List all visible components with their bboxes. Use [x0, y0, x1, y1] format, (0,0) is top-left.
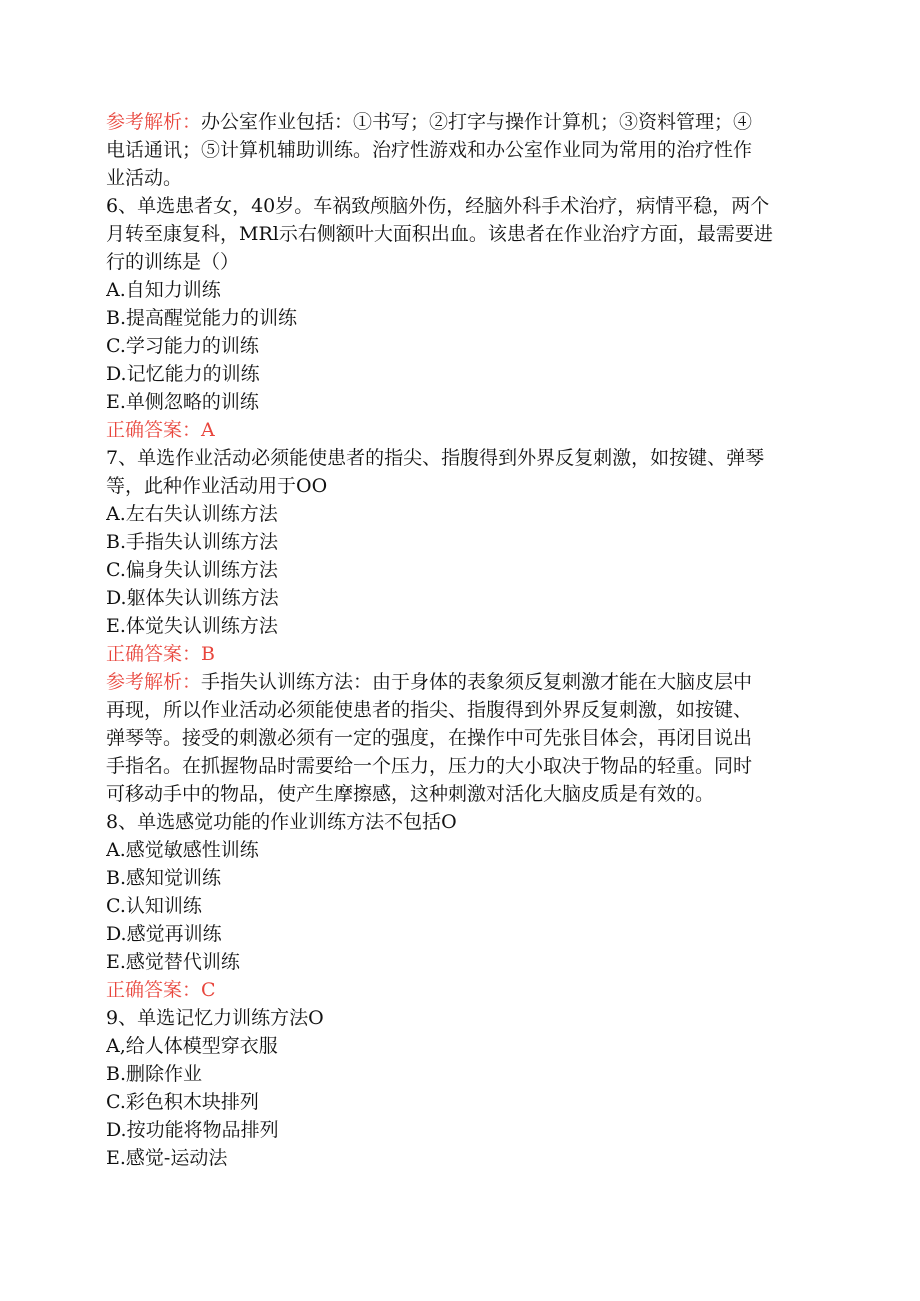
explanation-line: 再现，所以作业活动必须能使患者的指尖、指腹得到外界反复刺激，如按键、 [106, 699, 753, 721]
question-stem-line: 行的训练是（） [106, 251, 240, 273]
option-b: B.删除作业 [106, 1063, 203, 1085]
answer-line [106, 976, 828, 1004]
answer-line [106, 416, 828, 444]
question-stem-line: 6、单选患者女，40岁。车祸致颅脑外伤，经脑外科手术治疗，病情平稳，两个 [106, 195, 770, 217]
option-d: D.记忆能力的训练 [106, 363, 260, 385]
question-stem-line: 等，此种作业活动用于OO [106, 475, 328, 497]
option-d: D.躯体失认训练方法 [106, 587, 279, 609]
explanation-line [106, 668, 828, 696]
option-e: E.体觉失认训练方法 [106, 615, 278, 637]
option-c: C.偏身失认训练方法 [106, 559, 278, 581]
answer-value: A [201, 419, 215, 441]
explanation-line [106, 108, 828, 136]
option-c: C.彩色积木块排列 [106, 1091, 259, 1113]
explanation-line: 可移动手中的物品，使产生摩擦感，这种刺激对活化大脑皮质是有效的。 [106, 783, 715, 805]
option-d: D.感觉再训练 [106, 923, 222, 945]
option-c: C.认知训练 [106, 895, 202, 917]
option-d: D.按功能将物品排列 [106, 1119, 279, 1141]
answer-label: 正确答案： [106, 643, 202, 665]
option-a: A.感觉敏感性训练 [106, 839, 259, 861]
answer-value: C [201, 979, 216, 1001]
option-a: A.左右失认训练方法 [106, 503, 278, 525]
option-a: A.自知力训练 [106, 279, 221, 301]
question-stem-line: 月转至康复科，MRl示右侧额叶大面积出血。该患者在作业治疗方面，最需要进 [106, 223, 773, 245]
answer-value: B [201, 643, 215, 665]
explanation-label: 参考解析： [106, 111, 202, 133]
question-stem-line: 7、单选作业活动必须能使患者的指尖、指腹得到外界反复刺激，如按键、弹琴 [106, 447, 765, 469]
explanation-line: 业活动。 [106, 167, 183, 189]
option-b: B.提高醒觉能力的训练 [106, 307, 298, 329]
document-page [106, 108, 828, 1172]
explanation-line: 手指名。在抓握物品时需要给一个压力，压力的大小取决于物品的轻重。同时 [106, 755, 753, 777]
option-b: B.感知觉训练 [106, 867, 222, 889]
option-e: E.感觉-运动法 [106, 1147, 228, 1169]
question-stem-line: 8、单选感觉功能的作业训练方法不包括O [106, 811, 457, 833]
explanation-label: 参考解析： [106, 671, 202, 693]
option-a: A,给人体模型穿衣服 [106, 1035, 278, 1057]
option-e: E.单侧忽略的训练 [106, 391, 259, 413]
answer-label: 正确答案： [106, 979, 202, 1001]
answer-line [106, 640, 828, 668]
explanation-text: 办公室作业包括：①书写；②打字与操作计算机；③资料管理；④ [201, 111, 753, 133]
explanation-line: 电话通讯；⑤计算机辅助训练。治疗性游戏和办公室作业同为常用的治疗性作 [106, 139, 753, 161]
question-stem-line: 9、单选记忆力训练方法O [106, 1007, 324, 1029]
answer-label: 正确答案： [106, 419, 202, 441]
explanation-text: 手指失认训练方法：由于身体的表象须反复刺激才能在大脑皮层中 [201, 671, 753, 693]
option-c: C.学习能力的训练 [106, 335, 259, 357]
option-e: E.感觉替代训练 [106, 951, 240, 973]
explanation-line: 弹琴等。接受的刺激必须有一定的强度，在操作中可先张目体会，再闭目说出 [106, 727, 753, 749]
option-b: B.手指失认训练方法 [106, 531, 279, 553]
